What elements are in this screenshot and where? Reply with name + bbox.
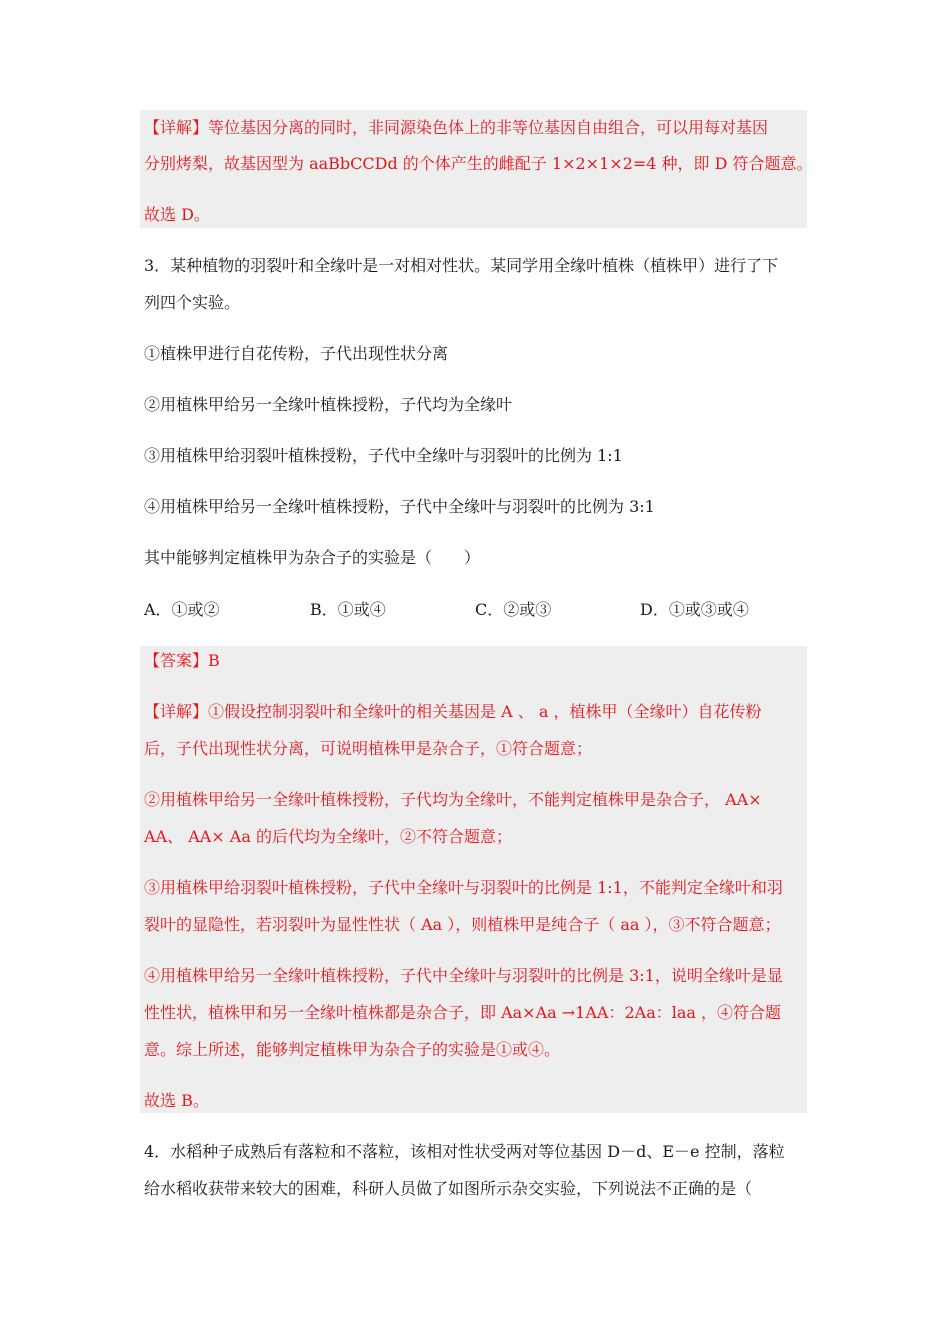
experiment-item: ③用植株甲给羽裂叶植株授粉，子代中全缘叶与羽裂叶的比例为 1:1 [144,446,623,465]
explanation-line: 【详解】①假设控制羽裂叶和全缘叶的相关基因是 A 、 a ，植株甲（全缘叶）自花传粉 [144,702,762,721]
explanation-line: 后，子代出现性状分离，可说明植株甲是杂合子，①符合题意； [144,739,593,758]
explanation-line: ②用植株甲给另一全缘叶植株授粉，子代均为全缘叶，不能判定植株甲是杂合子， AA× [144,790,762,809]
prev-explanation-conclusion: 故选 D。 [144,205,210,224]
explanation-line: 性性状，植株甲和另一全缘叶植株都是杂合子，即 Aa×Aa →1AA：2Aa：laa ，④符合题 [144,1003,782,1022]
explanation-line: ④用植株甲给另一全缘叶植株授粉，子代中全缘叶与羽裂叶的比例是 3:1，说明全缘叶是显 [144,966,783,985]
option-b: B．①或④ [310,600,386,619]
option-d: D．①或③或④ [640,600,749,619]
explanation-line: 意。综上所述，能够判定植株甲为杂合子的实验是①或④。 [144,1040,561,1059]
question3-stem-line-2: 列四个实验。 [144,293,241,312]
explanation-conclusion: 故选 B。 [144,1091,209,1110]
answer-label: 【答案】B [144,651,220,670]
question3-stem-line-1: 3．某种植物的羽裂叶和全缘叶是一对相对性状。某同学用全缘叶植株（植株甲）进行了下 [144,256,779,275]
prev-explanation-line-1: 【详解】等位基因分离的同时，非同源染色体上的非等位基因自由组合，可以用每对基因 [144,118,769,137]
option-c: C．②或③ [475,600,552,619]
prev-explanation-line-2: 分别烤梨，故基因型为 aaBbCCDd 的个体产生的雌配子 1×2×1×2=4 种，即 D 符合题意。 [144,154,813,173]
explanation-line: ③用植株甲给羽裂叶植株授粉，子代中全缘叶与羽裂叶的比例是 1:1，不能判定全缘叶和羽 [144,878,783,897]
question3-prompt: 其中能够判定植株甲为杂合子的实验是（ ） [144,548,481,567]
question4-stem-line-2: 给水稻收获带来较大的困难，科研人员做了如图所示杂交实验，下列说法不正确的是（ [144,1179,753,1198]
experiment-item: ②用植株甲给另一全缘叶植株授粉，子代均为全缘叶 [144,395,513,414]
explanation-line: 裂叶的显隐性，若羽裂叶为显性性状（ Aa ），则植株甲是纯合子（ aa ），③不符合题意； [144,915,781,934]
experiment-item: ①植株甲进行自花传粉，子代出现性状分离 [144,344,449,363]
option-a: A．①或② [144,600,220,619]
experiment-item: ④用植株甲给另一全缘叶植株授粉，子代中全缘叶与羽裂叶的比例为 3:1 [144,497,655,516]
question4-stem-line-1: 4．水稻种子成熟后有落粒和不落粒，该相对性状受两对等位基因 D－d、E－e 控制，落粒 [144,1142,785,1161]
explanation-line: AA、 AA× Aa 的后代均为全缘叶，②不符合题意； [144,827,512,846]
